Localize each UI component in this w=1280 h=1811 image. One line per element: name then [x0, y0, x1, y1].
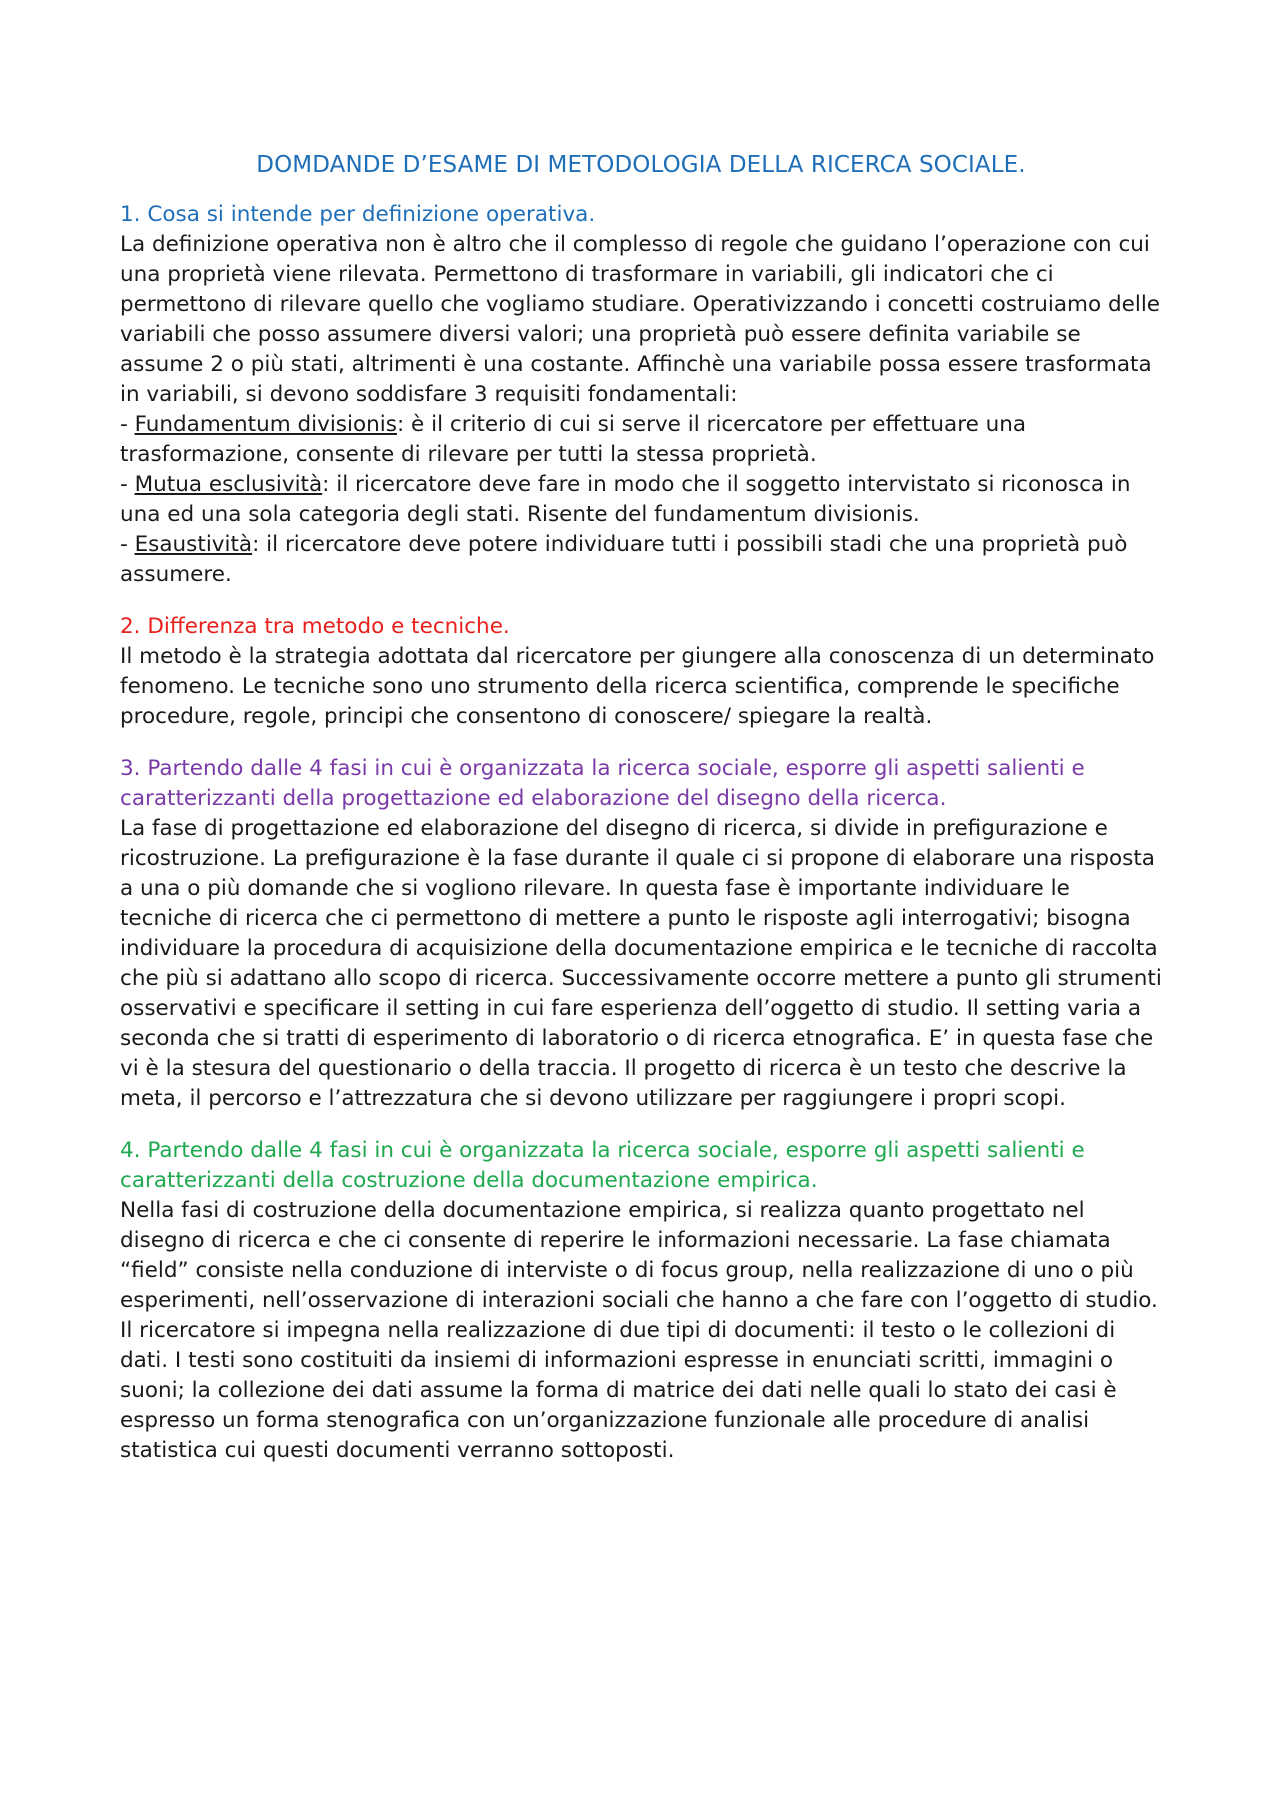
requirement-1: - Fundamentum divisionis: è il criterio di cui si serve il ricercatore per effettuare una trasformazione, consente di rilevare per tutti la stessa proprietà. — [120, 412, 1027, 467]
document-title: DOMDANDE D’ESAME DI METODOLOGIA DELLA RICERCA SOCIALE. — [256, 152, 1026, 178]
requirement-2: - Mutua esclusività: il ricercatore deve fare in modo che il soggetto intervistato si riconosca in una ed una sola categoria degli stati. Risente del fundamentum divisionis. — [120, 472, 1131, 527]
answer-1-intro-text: La definizione operativa non è altro che il complesso di regole che guidano l’operazione con cui una proprietà viene rilevata. Permettono di trasformare in variabili, gli indicatori che ci permettono di rilevare quello che vogliamo studiare. Operativizzando i concetti costruiamo delle variabili che posso assumere diversi valori; una proprietà può essere definita variabile se assume 2 o più stati, altrimenti è una costante. Affinchè una variabile possa essere trasformata in variabili, si devono soddisfare 3 requisiti fondamentali: — [120, 232, 1161, 407]
answer-1-intro — [120, 230, 1162, 590]
requirement-1-text: : è il criterio di cui si serve il ricercatore per effettuare una trasformazione, consente di rilevare per tutti la stessa proprietà. — [120, 412, 1027, 467]
section-2 — [120, 612, 1162, 732]
requirement-3-term: Esaustività — [134, 532, 253, 557]
answer-2: Il metodo è la strategia adottata dal ricercatore per giungere alla conoscenza di un determinato fenomeno. Le tecniche sono uno strumento della ricerca scientifica, comprende le specifiche procedure, regole, principi che consentono di conoscere/ spiegare la realtà. — [120, 644, 1155, 729]
section-4 — [120, 1136, 1162, 1466]
requirement-2-text: : il ricercatore deve fare in modo che il soggetto intervistato si riconosca in una ed una sola categoria degli stati. Risente del fundamentum divisionis. — [120, 472, 1131, 527]
section-3 — [120, 754, 1162, 1114]
requirement-1-term: Fundamentum divisionis — [134, 412, 397, 437]
question-4: 4. Partendo dalle 4 fasi in cui è organizzata la ricerca sociale, esporre gli aspetti salienti e caratterizzanti della costruzione della documentazione empirica. — [120, 1138, 1085, 1193]
question-1: 1. Cosa si intende per definizione operativa. — [120, 202, 596, 227]
requirement-3-text: : il ricercatore deve potere individuare tutti i possibili stadi che una proprietà può assumere. — [120, 532, 1128, 587]
requirement-3: - Esaustività: il ricercatore deve potere individuare tutti i possibili stadi che una proprietà può assumere. — [120, 532, 1128, 587]
requirement-2-term: Mutua esclusività — [134, 472, 323, 497]
question-2: 2. Differenza tra metodo e tecniche. — [120, 614, 510, 639]
section-1 — [120, 200, 1162, 590]
question-3: 3. Partendo dalle 4 fasi in cui è organizzata la ricerca sociale, esporre gli aspetti salienti e caratterizzanti della progettazione ed elaborazione del disegno della ricerca. — [120, 756, 1085, 811]
answer-4: Nella fasi di costruzione della documentazione empirica, si realizza quanto progettato nel disegno di ricerca e che ci consente di reperire le informazioni necessarie. La fase chiamata “field” consiste nella conduzione di interviste o di focus group, nella realizzazione di uno o più esperimenti, nell’osservazione di interazioni sociali che hanno a che fare con l’oggetto di studio. Il ricercatore si impegna nella realizzazione di due tipi di documenti: il testo o le collezioni di dati. I testi sono costituiti da insiemi di informazioni espresse in enunciati scritti, immagini o suoni; la collezione dei dati assume la forma di matrice dei dati nelle quali lo stato dei casi è espresso un forma stenografica con un’organizzazione funzionale alle procedure di analisi statistica cui questi documenti verranno sottoposti. — [120, 1198, 1158, 1463]
answer-3: La fase di progettazione ed elaborazione del disegno di ricerca, si divide in prefigurazione e ricostruzione. La prefigurazione è la fase durante il quale ci si propone di elaborare una risposta a una o più domande che si vogliono rilevare. In questa fase è importante individuare le tecniche di ricerca che ci permettono di mettere a punto le risposte agli interrogativi; bisogna individuare la procedura di acquisizione della documentazione empirica e le tecniche di raccolta che più si adattano allo scopo di ricerca. Successivamente occorre mettere a punto gli strumenti osservativi e specificare il setting in cui fare esperienza dell’oggetto di studio. Il setting varia a seconda che si tratti di esperimento di laboratorio o di ricerca etnografica. E’ in questa fase che vi è la stesura del questionario o della traccia. Il progetto di ricerca è un testo che descrive la meta, il percorso e l’attrezzatura che si devono utilizzare per raggiungere i propri scopi. — [120, 816, 1162, 1111]
